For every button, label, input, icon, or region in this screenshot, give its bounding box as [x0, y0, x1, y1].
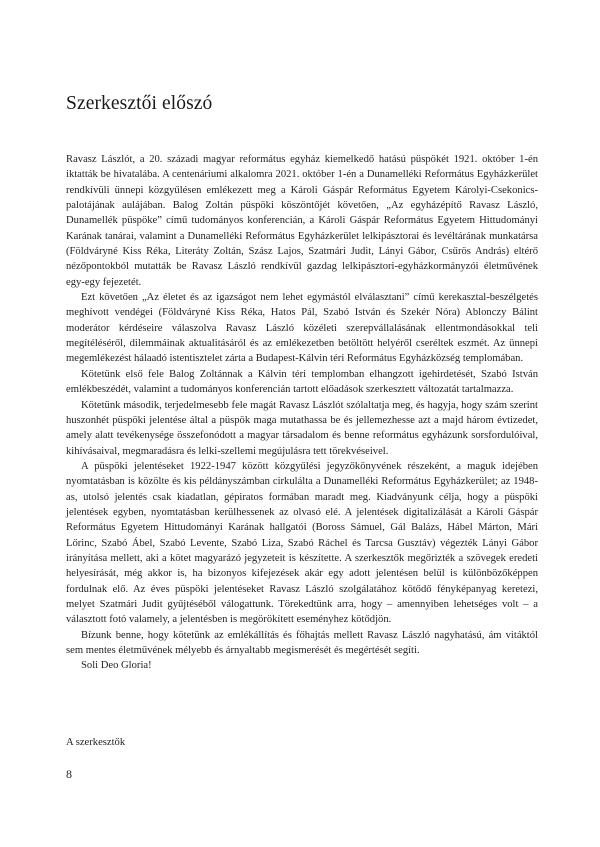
paragraph: A püspöki jelentéseket 1922-1947 között közgyűlési jegyzőkönyvének részeként, a maguk idejében nyomtatásban is közölte és kis példányszámban cirkulálta a Dunamelléki Református Egyházkerület; az 1948-as, utolsó jelentés csak kiadatlan, gépiratos formában maradt meg. Kiadványunk célja, hogy a püspöki jelentések egyben, nyomtatásban kerülhessenek az olvasó elé. A jelentések digitalizálását a Károli Gáspár Református Egyetem Hittudományi Karának hallgatói (Boross Sámuel, Gál Balázs, Hábel Márton, Mári Lőrinc, Szabó Ábel, Szabó Levente, Szabó Liza, Szabó Ráchel és Tarcsa Gusztáv) végezték Lányi Gábor irányítása mellett, aki a kötet magyarázó jegyzeteit is készítette. A szerkesztők megőrizték a szövegek eredeti helyesírását, még akkor is, ha bizonyos kifejezések akár egy adott jelentésen belül is különbözőképpen fordulnak elő. Az éves püspöki jelentéseket Ravasz László szolgálatához kötődő fényképanyag keretezi, melyet Szatmári Judit gyűjtéséből válogattunk. Törekedtünk arra, hogy – amennyiben lehetséges volt – a választott fotó valamely, a jelentésben is megörökített eseményhez kötődjön.: [66, 460, 538, 626]
paragraph: Ezt követően „Az életet és az igazságot nem lehet egymástól elválasztani” című kerekasztal-beszélgetés meghívott vendégei (Földváryné Kiss Réka, Hatos Pál, Szabó István és Szekér Nóra) Ablonczy Bálint moderátor kérdéseire válaszolva Ravasz László közéleti szerepvállalásának ellentmondásokkal teli megítéléséről, dilemmáinak aktualitásáról és az emlékezetben betöltött helyéről cseréltek eszmét. Az ünnepi megemlékezést hálaadó istentisztelet zárta a Budapest-Kálvin téri Református Egyházközség templomában.: [66, 292, 538, 365]
paragraph: Kötetünk első fele Balog Zoltánnak a Kálvin téri templomban elhangzott igehirdetését, Szabó István emlékbeszédét, valamint a tudományos konferencián tartott előadások szerkesztett változatát tartalmazza.: [66, 368, 538, 396]
page-title: Szerkesztői előszó: [66, 93, 213, 114]
paragraph: Kötetünk második, terjedelmesebb fele magát Ravasz Lászlót szólaltatja meg, és hagyja, hogy szám szerint huszonhét püspöki jelentése által a püspök maga mutathassa be és jellemezhesse azt a majd három évtizedet, amely alatt tevékenysége összefonódott a magyar társadalom és benne református egyházunk sorsfordulóival, kihívásaival, megmaradásra és lelki-szellemi megújulásra tett törekvéseivel.: [66, 399, 538, 457]
paragraph: Bízunk benne, hogy kötetünk az emlékállítás és főhajtás mellett Ravasz László nagyhatású, ám vitáktól sem mentes életművének mélyebb és árnyaltabb megismerését és megértését segíti.: [66, 629, 538, 656]
signature: A szerkesztők: [66, 737, 126, 748]
paragraph: Ravasz Lászlót, a 20. századi magyar református egyház kiemelkedő hatású püspökét 1921. október 1-én iktatták be hivatalába. A centenáriumi alkalomra 2021. október 1-én a Dunamelléki Református Egyházkerület rendkívüli ünnepi közgyűlésen emlékezett meg a Károli Gáspár Református Egyetem Károlyi-Csekonics-palotájának aulájában. Balog Zoltán püspöki köszöntőjét követően, „Az egyházépítő Ravasz László, Dunamellék püspöke” című tudományos konferencián, a Károli Gáspár Református Egyetem Hittudományi Karának tanárai, valamint a Dunamelléki Református Egyházkerület lelkipásztorai és levéltárának munkatársa (Földváryné Kiss Réka, Literáty Zoltán, Szász Lajos, Szatmári Judit, Lányi Gábor, Csűrös András) eltérő nézőpontokból mutatták be Ravasz László rendkívül gazdag lelkipásztori-egyházkormányzói életművének egy-egy fejezetét.: [66, 154, 538, 288]
body-text: [66, 152, 538, 674]
page-number: 8: [66, 767, 72, 781]
paragraph: Soli Deo Gloria!: [81, 660, 152, 672]
